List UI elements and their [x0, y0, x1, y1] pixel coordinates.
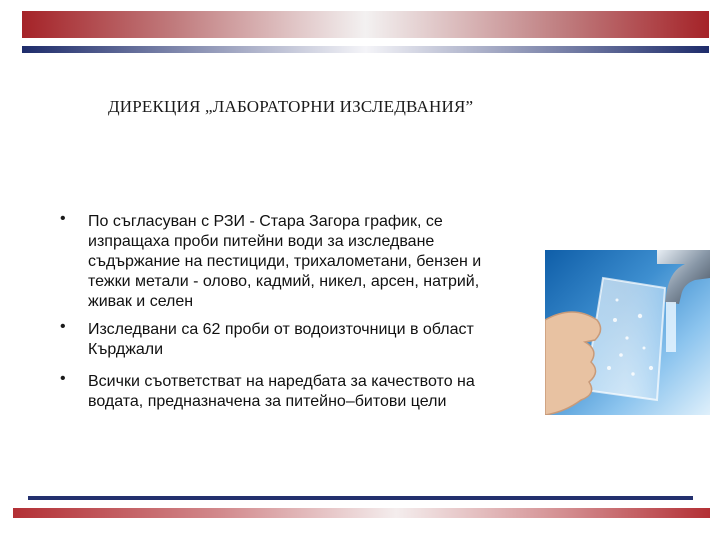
footer-navy-rule — [28, 496, 693, 500]
footer-red-band — [13, 508, 710, 518]
bullet-item — [60, 320, 520, 372]
header-navy-rule — [22, 46, 709, 53]
bullet-list — [60, 212, 520, 412]
bullet-text: По съгласуван с РЗИ - Стара Загора график, се изпращаха проби питейни води за изследване съдържание на пестициди, трихалометани, бензен и тежки метали - олово, кадмий, никел, арсен, натрий, живак и селен — [88, 213, 482, 310]
bullet-text: Всички съответстват на наредбата за качеството на водата, предназначена за питейно–битови цели — [88, 373, 475, 410]
bullet-item — [60, 372, 520, 412]
bullet-text: Изследвани са 62 проби от водоизточници в област Кърджали — [88, 321, 474, 358]
slide-title: ДИРЕКЦИЯ „ЛАБОРАТОРНИ ИЗСЛЕДВАНИЯ” — [108, 97, 474, 116]
water-glass-tap-icon — [545, 250, 710, 415]
bullet-dot: • — [60, 370, 66, 387]
bullet-item — [60, 212, 520, 320]
bullet-dot: • — [60, 318, 66, 335]
bullet-dot: • — [60, 210, 66, 227]
header-red-band — [22, 11, 709, 38]
